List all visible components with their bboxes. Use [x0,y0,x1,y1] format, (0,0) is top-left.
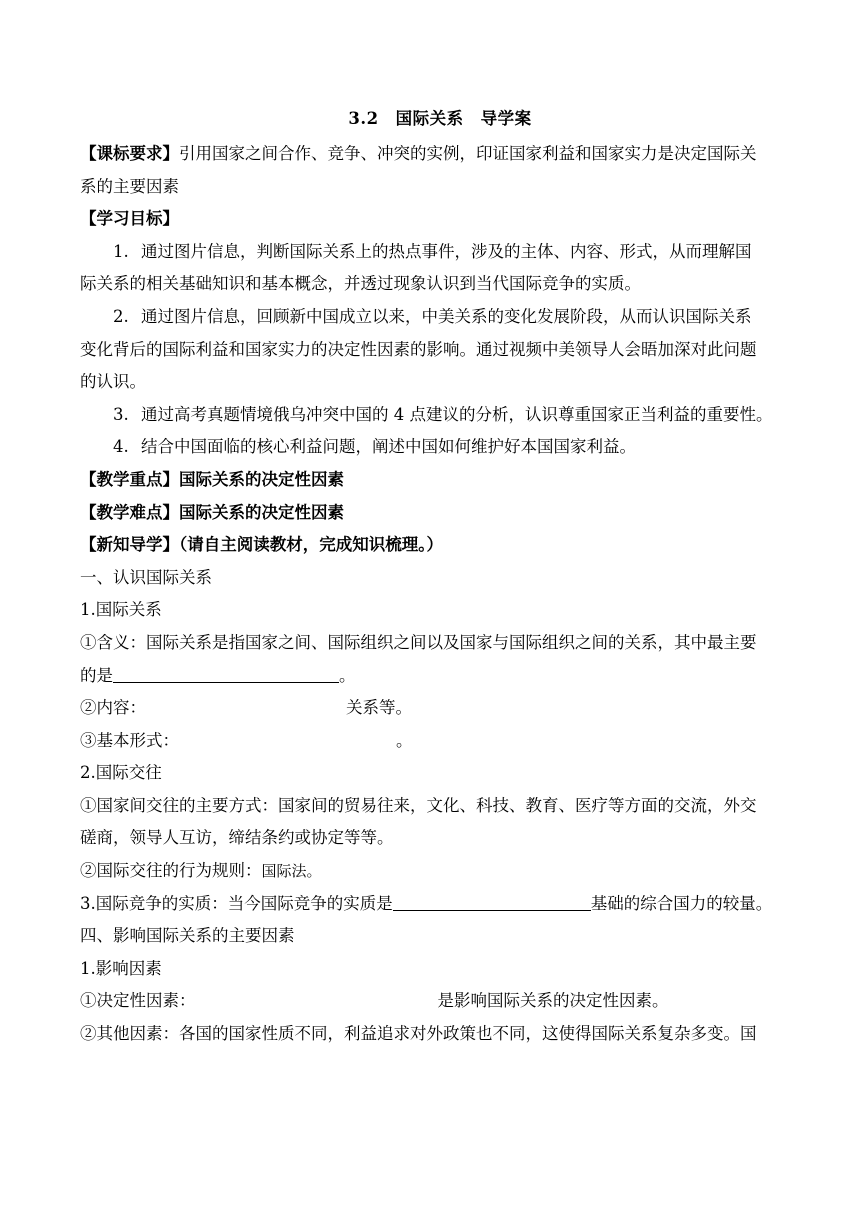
content-line [80,692,782,725]
competition-suffix: 基础的综合国力的较量。 [590,893,773,913]
objective-item-3 [80,399,782,432]
curriculum-requirement [80,138,782,171]
exchange-line-1: ①国家间交往的主要方式：国家间的贸易往来，文化、科技、教育、医疗等方面的交流，外交 [80,795,757,815]
decisive-suffix: 是影响国际关系的决定性因素。 [437,991,669,1011]
objective-2-continuation-2: 的认识。 [80,372,146,392]
curriculum-label: 【课标要求】 [80,144,179,163]
difficult-point-label: 【教学难点】 [80,502,179,522]
objective-text: 通过图片信息，回顾新中国成立以来，中美关系的变化发展阶段，从而认识国际关系 [141,306,752,326]
objective-item-2 [80,301,782,334]
fill-blank-main-relation[interactable] [113,664,339,683]
fill-blank-competition[interactable] [393,892,591,911]
content-suffix: 关系等。 [346,698,412,718]
document-page [80,100,782,1051]
curriculum-text-line1: 引用国家之间合作、竞争、冲突的实例，印证国家利益和国家实力是决定国际关 [179,144,757,163]
objective-number: 3. [113,404,129,424]
objective-number: 2. [113,306,129,326]
objective-text: 通过图片信息，判断国际关系上的热点事件，涉及的主体、内容、形式，从而理解国 [141,241,752,261]
section-4-sub-1: 1.影响因素 [80,958,162,978]
rules-line [80,855,782,888]
section-1-sub-2: 2.国际交往 [80,763,162,783]
objectives-label: 【学习目标】 [80,209,179,229]
definition-line-1: ①含义：国际关系是指国家之间、国际组织之间以及国家与国际组织之间的关系，其中最主要 [80,632,757,652]
content-prefix: ②内容： [80,698,146,718]
form-suffix: 。 [396,730,413,750]
section-1-sub-1: 1.国际关系 [80,600,162,620]
difficult-point [80,497,782,530]
other-factors-line: ②其他因素：各国的国家性质不同，利益追求对外政策也不同，这使得国际关系复杂多变。国 [80,1024,757,1044]
competition-line [80,888,782,921]
objective-number: 4. [113,437,129,457]
objective-number: 1. [113,241,129,261]
objective-item-1 [80,236,782,269]
definition-line-2 [80,660,782,693]
difficult-point-text: 国际关系的决定性因素 [179,502,344,522]
decisive-line [80,985,782,1018]
key-point [80,464,782,497]
competition-prefix: 3.国际竞争的实质：当今国际竞争的实质是 [80,893,393,913]
objective-1-continuation: 际关系的相关基础知识和基本概念，并透过现象认识到当代国际竞争的实质。 [80,274,641,294]
section-1-heading: 一、认识国际关系 [80,567,212,587]
definition-suffix: 。 [339,665,356,685]
curriculum-text-line2: 系的主要因素 [80,176,179,196]
rules-prefix: ②国际交往的行为规则： [80,861,262,881]
new-knowledge-text: （请自主阅读教材，完成知识梳理。） [179,535,443,555]
new-knowledge [80,529,782,562]
definition-prefix: 的是 [80,665,113,685]
objective-text: 通过高考真题情境俄乌冲突中国的 4 点建议的分析，认识尊重国家正当利益的重要性。 [141,404,773,424]
objective-2-continuation: 变化背后的国际利益和国家实力的决定性因素的影响。通过视频中美领导人会晤加深对此问题 [80,339,757,359]
section-4-heading: 四、影响国际关系的主要因素 [80,926,295,946]
decisive-prefix: ①决定性因素： [80,991,196,1011]
form-prefix: ③基本形式： [80,730,179,750]
form-line [80,725,782,758]
new-knowledge-label: 【新知导学】 [80,535,179,555]
exchange-line-2: 磋商，领导人互访，缔结条约或协定等等。 [80,828,394,848]
objective-item-4 [80,431,782,464]
key-point-label: 【教学重点】 [80,469,179,489]
objective-text: 结合中国面临的核心利益问题，阐述中国如何维护好本国国家利益。 [141,437,636,457]
rules-value: 国际法。 [261,862,322,881]
key-point-text: 国际关系的决定性因素 [179,469,344,489]
page-title: 3.2 国际关系 导学案 [348,109,532,128]
